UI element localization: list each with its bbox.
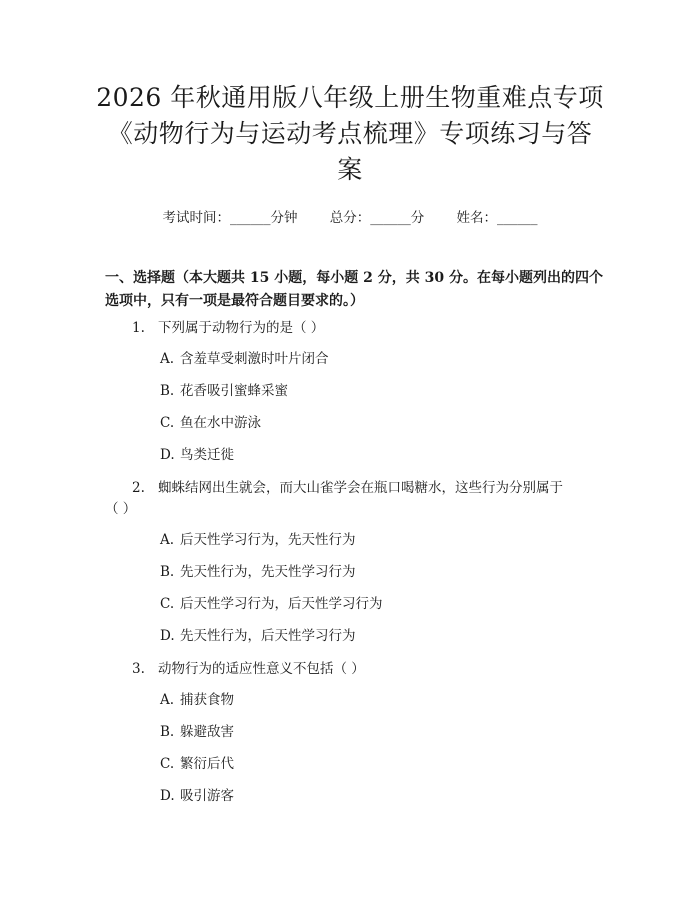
question-3-option-a xyxy=(160,690,234,710)
option-text: 先天性行为，后天性学习行为 xyxy=(180,628,356,644)
question-2-option-a xyxy=(160,530,356,550)
exam-score: 总分：______分 xyxy=(329,210,425,226)
option-text: 躲避敌害 xyxy=(180,724,234,740)
question-3 xyxy=(132,658,365,680)
option-text: 捕获食物 xyxy=(180,692,234,708)
option-text: 花香吸引蜜蜂采蜜 xyxy=(180,383,288,399)
option-text: 鸟类迁徙 xyxy=(180,447,234,463)
question-number: 2. xyxy=(132,480,145,496)
option-letter: B. xyxy=(160,383,175,399)
question-1-option-b xyxy=(160,381,288,401)
question-text: 下列属于动物行为的是（ ） xyxy=(158,320,325,336)
option-letter: C. xyxy=(160,596,175,612)
option-letter: A. xyxy=(160,692,175,708)
option-letter: B. xyxy=(160,564,175,580)
section-heading: 一、选择题（本大题共 15 小题，每小题 2 分，共 30 分。在每小题列出的四个选项中，只有一项是最符合题目要求的。） xyxy=(105,270,603,309)
question-number: 1. xyxy=(132,320,145,336)
option-text: 含羞草受刺激时叶片闭合 xyxy=(180,351,329,367)
question-1-option-a xyxy=(160,349,329,369)
question-1-option-c xyxy=(160,413,261,433)
question-text: 动物行为的适应性意义不包括（ ） xyxy=(158,661,365,677)
exam-name: 姓名：______ xyxy=(456,210,538,226)
option-letter: C. xyxy=(160,415,175,431)
question-text-line-1: 蜘蛛结网出生就会，而大山雀学会在瓶口喝糖水，这些行为分别属于 xyxy=(158,480,563,496)
question-1 xyxy=(132,317,324,339)
question-3-option-d xyxy=(160,786,234,806)
exam-info xyxy=(0,206,700,226)
question-1-option-d xyxy=(160,445,234,465)
option-letter: B. xyxy=(160,724,175,740)
option-text: 吸引游客 xyxy=(180,788,234,804)
title-line-2: 《动物行为与运动考点梳理》专项练习与答 xyxy=(107,119,593,148)
question-2-option-c xyxy=(160,594,383,614)
option-letter: D. xyxy=(160,447,175,463)
option-letter: D. xyxy=(160,628,175,644)
question-3-option-b xyxy=(160,722,234,742)
option-letter: C. xyxy=(160,756,175,772)
option-text: 先天性行为，先天性学习行为 xyxy=(180,564,356,580)
exam-time: 考试时间：______分钟 xyxy=(162,210,298,226)
option-text: 后天性学习行为，后天性学习行为 xyxy=(180,596,383,612)
option-letter: A. xyxy=(160,532,175,548)
option-text: 鱼在水中游泳 xyxy=(180,415,261,431)
option-text: 后天性学习行为，先天性行为 xyxy=(180,532,356,548)
question-2-option-b xyxy=(160,562,356,582)
question-text-line-2: （ ） xyxy=(105,501,137,517)
title-line-1: 2026 年秋通用版八年级上册生物重难点专项 xyxy=(96,83,604,112)
question-3-option-c xyxy=(160,754,234,774)
option-letter: A. xyxy=(160,351,175,367)
document-title xyxy=(80,80,620,188)
question-2 xyxy=(132,477,563,499)
title-line-3: 案 xyxy=(337,155,363,184)
question-2-continuation xyxy=(105,498,136,520)
question-2-option-d xyxy=(160,626,356,646)
question-number: 3. xyxy=(132,661,145,677)
option-text: 繁衍后代 xyxy=(180,756,234,772)
option-letter: D. xyxy=(160,788,175,804)
